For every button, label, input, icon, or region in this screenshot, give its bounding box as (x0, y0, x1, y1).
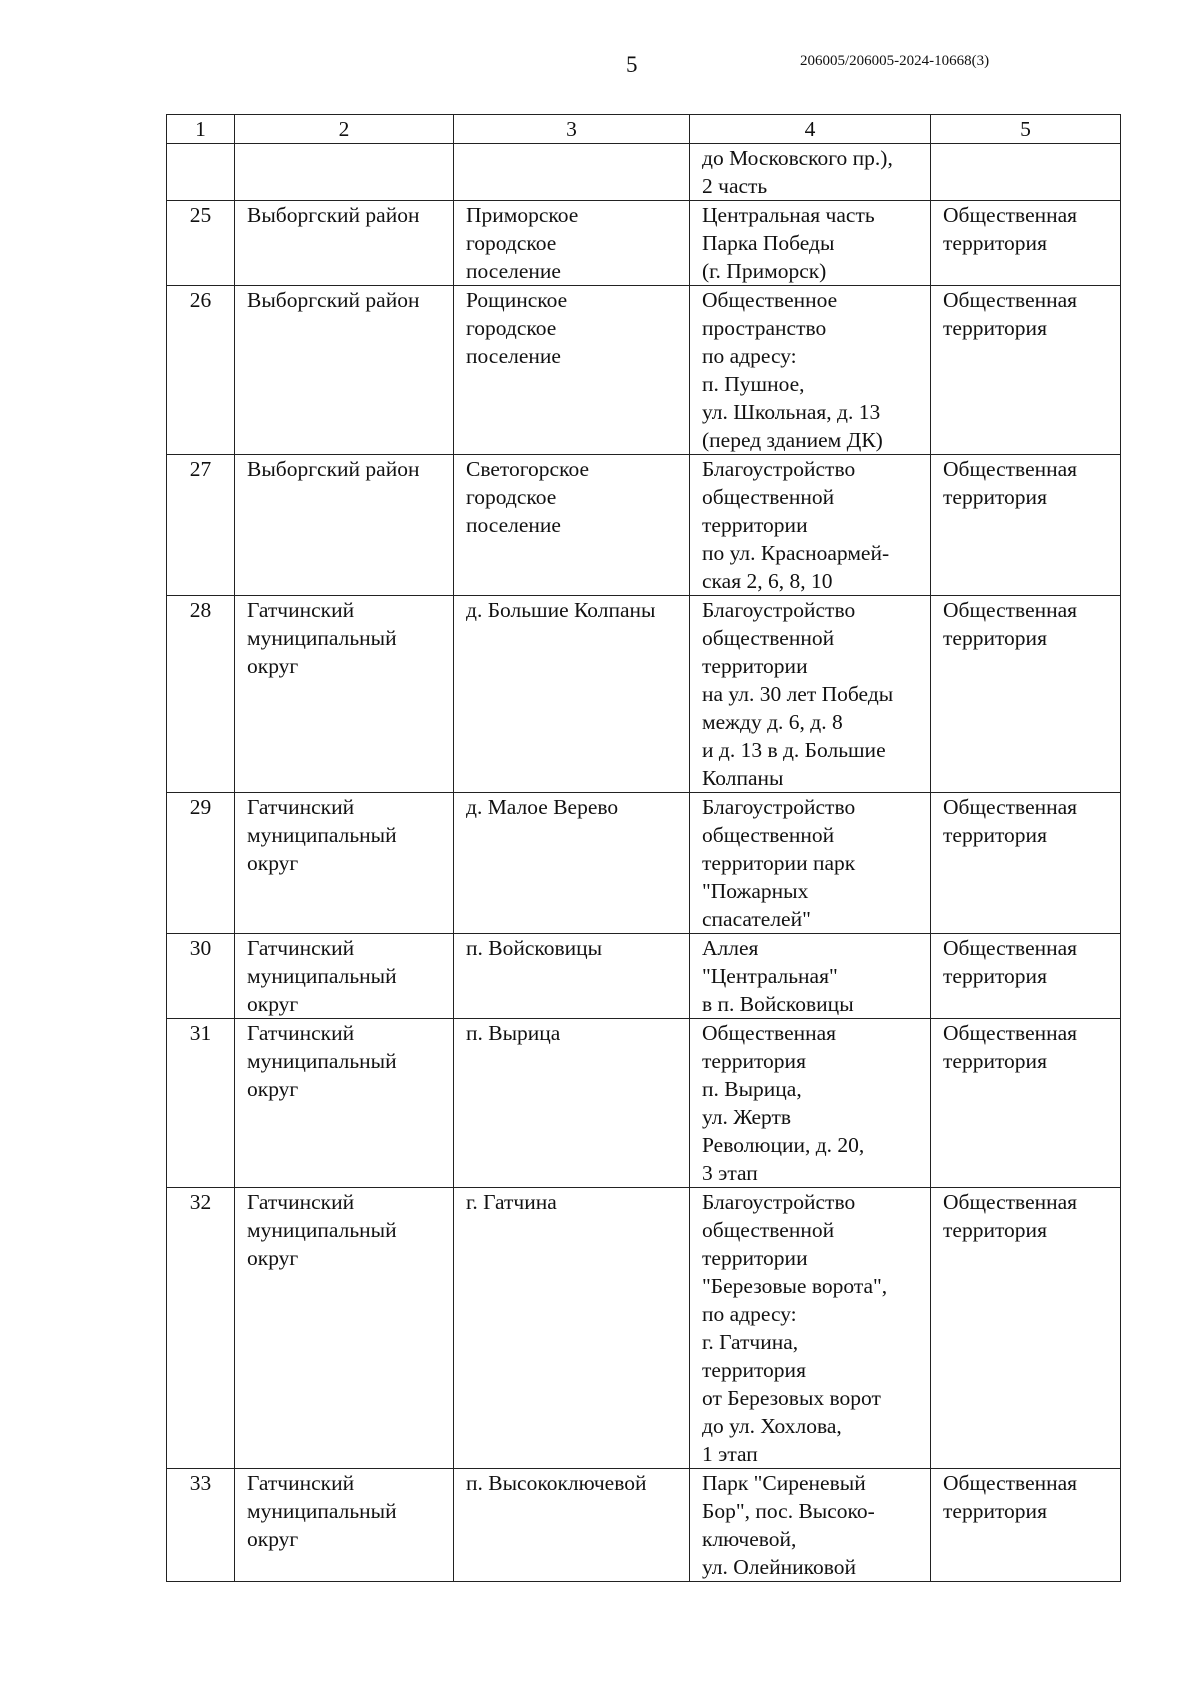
district-cell: Гатчинский муниципальный округ (235, 596, 454, 793)
settlement-cell: Светогорское городское поселение (454, 455, 690, 596)
district-cell: Гатчинский муниципальный округ (235, 1019, 454, 1188)
row-number-cell (167, 144, 235, 201)
table-row (167, 144, 1121, 201)
territory-type-cell: Общественная территория (931, 455, 1121, 596)
object-name-cell: Общественное пространство по адресу: п. Пушное, ул. Школьная, д. 13 (перед зданием ДК) (690, 286, 931, 455)
column-header: 3 (454, 115, 690, 144)
row-number-cell: 31 (167, 1019, 235, 1188)
settlement-cell: д. Малое Верево (454, 793, 690, 934)
district-cell (235, 144, 454, 201)
object-name-cell: Благоустройство общественной территории парк "Пожарных спасателей" (690, 793, 931, 934)
object-name-cell: Парк "Сиреневый Бор", пос. Высоко- ключевой, ул. Олейниковой (690, 1469, 931, 1582)
settlement-cell: д. Большие Колпаны (454, 596, 690, 793)
territory-type-cell: Общественная территория (931, 201, 1121, 286)
object-name-cell: Благоустройство общественной территории по ул. Красноармей- ская 2, 6, 8, 10 (690, 455, 931, 596)
document-registration-number: 206005/206005-2024-10668(3) (800, 53, 990, 69)
row-number-cell: 30 (167, 934, 235, 1019)
page-number: 5 (626, 52, 638, 77)
table-row (167, 596, 1121, 793)
settlement-cell: Приморское городское поселение (454, 201, 690, 286)
table-row (167, 286, 1121, 455)
column-header: 2 (235, 115, 454, 144)
table-header (167, 115, 1121, 144)
territory-type-cell: Общественная территория (931, 1188, 1121, 1469)
row-number-cell: 33 (167, 1469, 235, 1582)
settlement-cell: п. Высокоключевой (454, 1469, 690, 1582)
table-row (167, 934, 1121, 1019)
territory-type-cell: Общественная территория (931, 934, 1121, 1019)
territory-type-cell: Общественная территория (931, 1019, 1121, 1188)
settlement-cell: п. Войсковицы (454, 934, 690, 1019)
object-name-cell: Центральная часть Парка Победы (г. Приморск) (690, 201, 931, 286)
district-cell: Выборгский район (235, 455, 454, 596)
object-name-cell: Благоустройство общественной территории "Березовые ворота", по адресу: г. Гатчина, территория от Березовых ворот до ул. Хохлова, 1 этап (690, 1188, 931, 1469)
row-number-cell: 32 (167, 1188, 235, 1469)
object-name-cell: до Московского пр.), 2 часть (690, 144, 931, 201)
column-header: 1 (167, 115, 235, 144)
table-row (167, 1188, 1121, 1469)
row-number-cell: 29 (167, 793, 235, 934)
object-name-cell: Аллея "Центральная" в п. Войсковицы (690, 934, 931, 1019)
row-number-cell: 26 (167, 286, 235, 455)
district-cell: Выборгский район (235, 201, 454, 286)
table-body (167, 144, 1121, 1582)
territory-type-cell: Общественная территория (931, 286, 1121, 455)
column-number-row (167, 115, 1121, 144)
row-number-cell: 27 (167, 455, 235, 596)
row-number-cell: 25 (167, 201, 235, 286)
table-row (167, 201, 1121, 286)
district-cell: Гатчинский муниципальный округ (235, 934, 454, 1019)
table-row (167, 793, 1121, 934)
district-cell: Гатчинский муниципальный округ (235, 1188, 454, 1469)
district-cell: Выборгский район (235, 286, 454, 455)
territory-type-cell (931, 144, 1121, 201)
column-header: 5 (931, 115, 1121, 144)
settlement-cell: п. Вырица (454, 1019, 690, 1188)
territories-table (166, 114, 1121, 1582)
district-cell: Гатчинский муниципальный округ (235, 1469, 454, 1582)
territory-type-cell: Общественная территория (931, 1469, 1121, 1582)
table-row (167, 1019, 1121, 1188)
settlement-cell: г. Гатчина (454, 1188, 690, 1469)
table-row (167, 455, 1121, 596)
object-name-cell: Общественная территория п. Вырица, ул. Жертв Революции, д. 20, 3 этап (690, 1019, 931, 1188)
territory-type-cell: Общественная территория (931, 596, 1121, 793)
object-name-cell: Благоустройство общественной территории на ул. 30 лет Победы между д. 6, д. 8 и д. 13 в д. Большие Колпаны (690, 596, 931, 793)
settlement-cell: Рощинское городское поселение (454, 286, 690, 455)
row-number-cell: 28 (167, 596, 235, 793)
district-cell: Гатчинский муниципальный округ (235, 793, 454, 934)
territory-type-cell: Общественная территория (931, 793, 1121, 934)
column-header: 4 (690, 115, 931, 144)
settlement-cell (454, 144, 690, 201)
table-row (167, 1469, 1121, 1582)
